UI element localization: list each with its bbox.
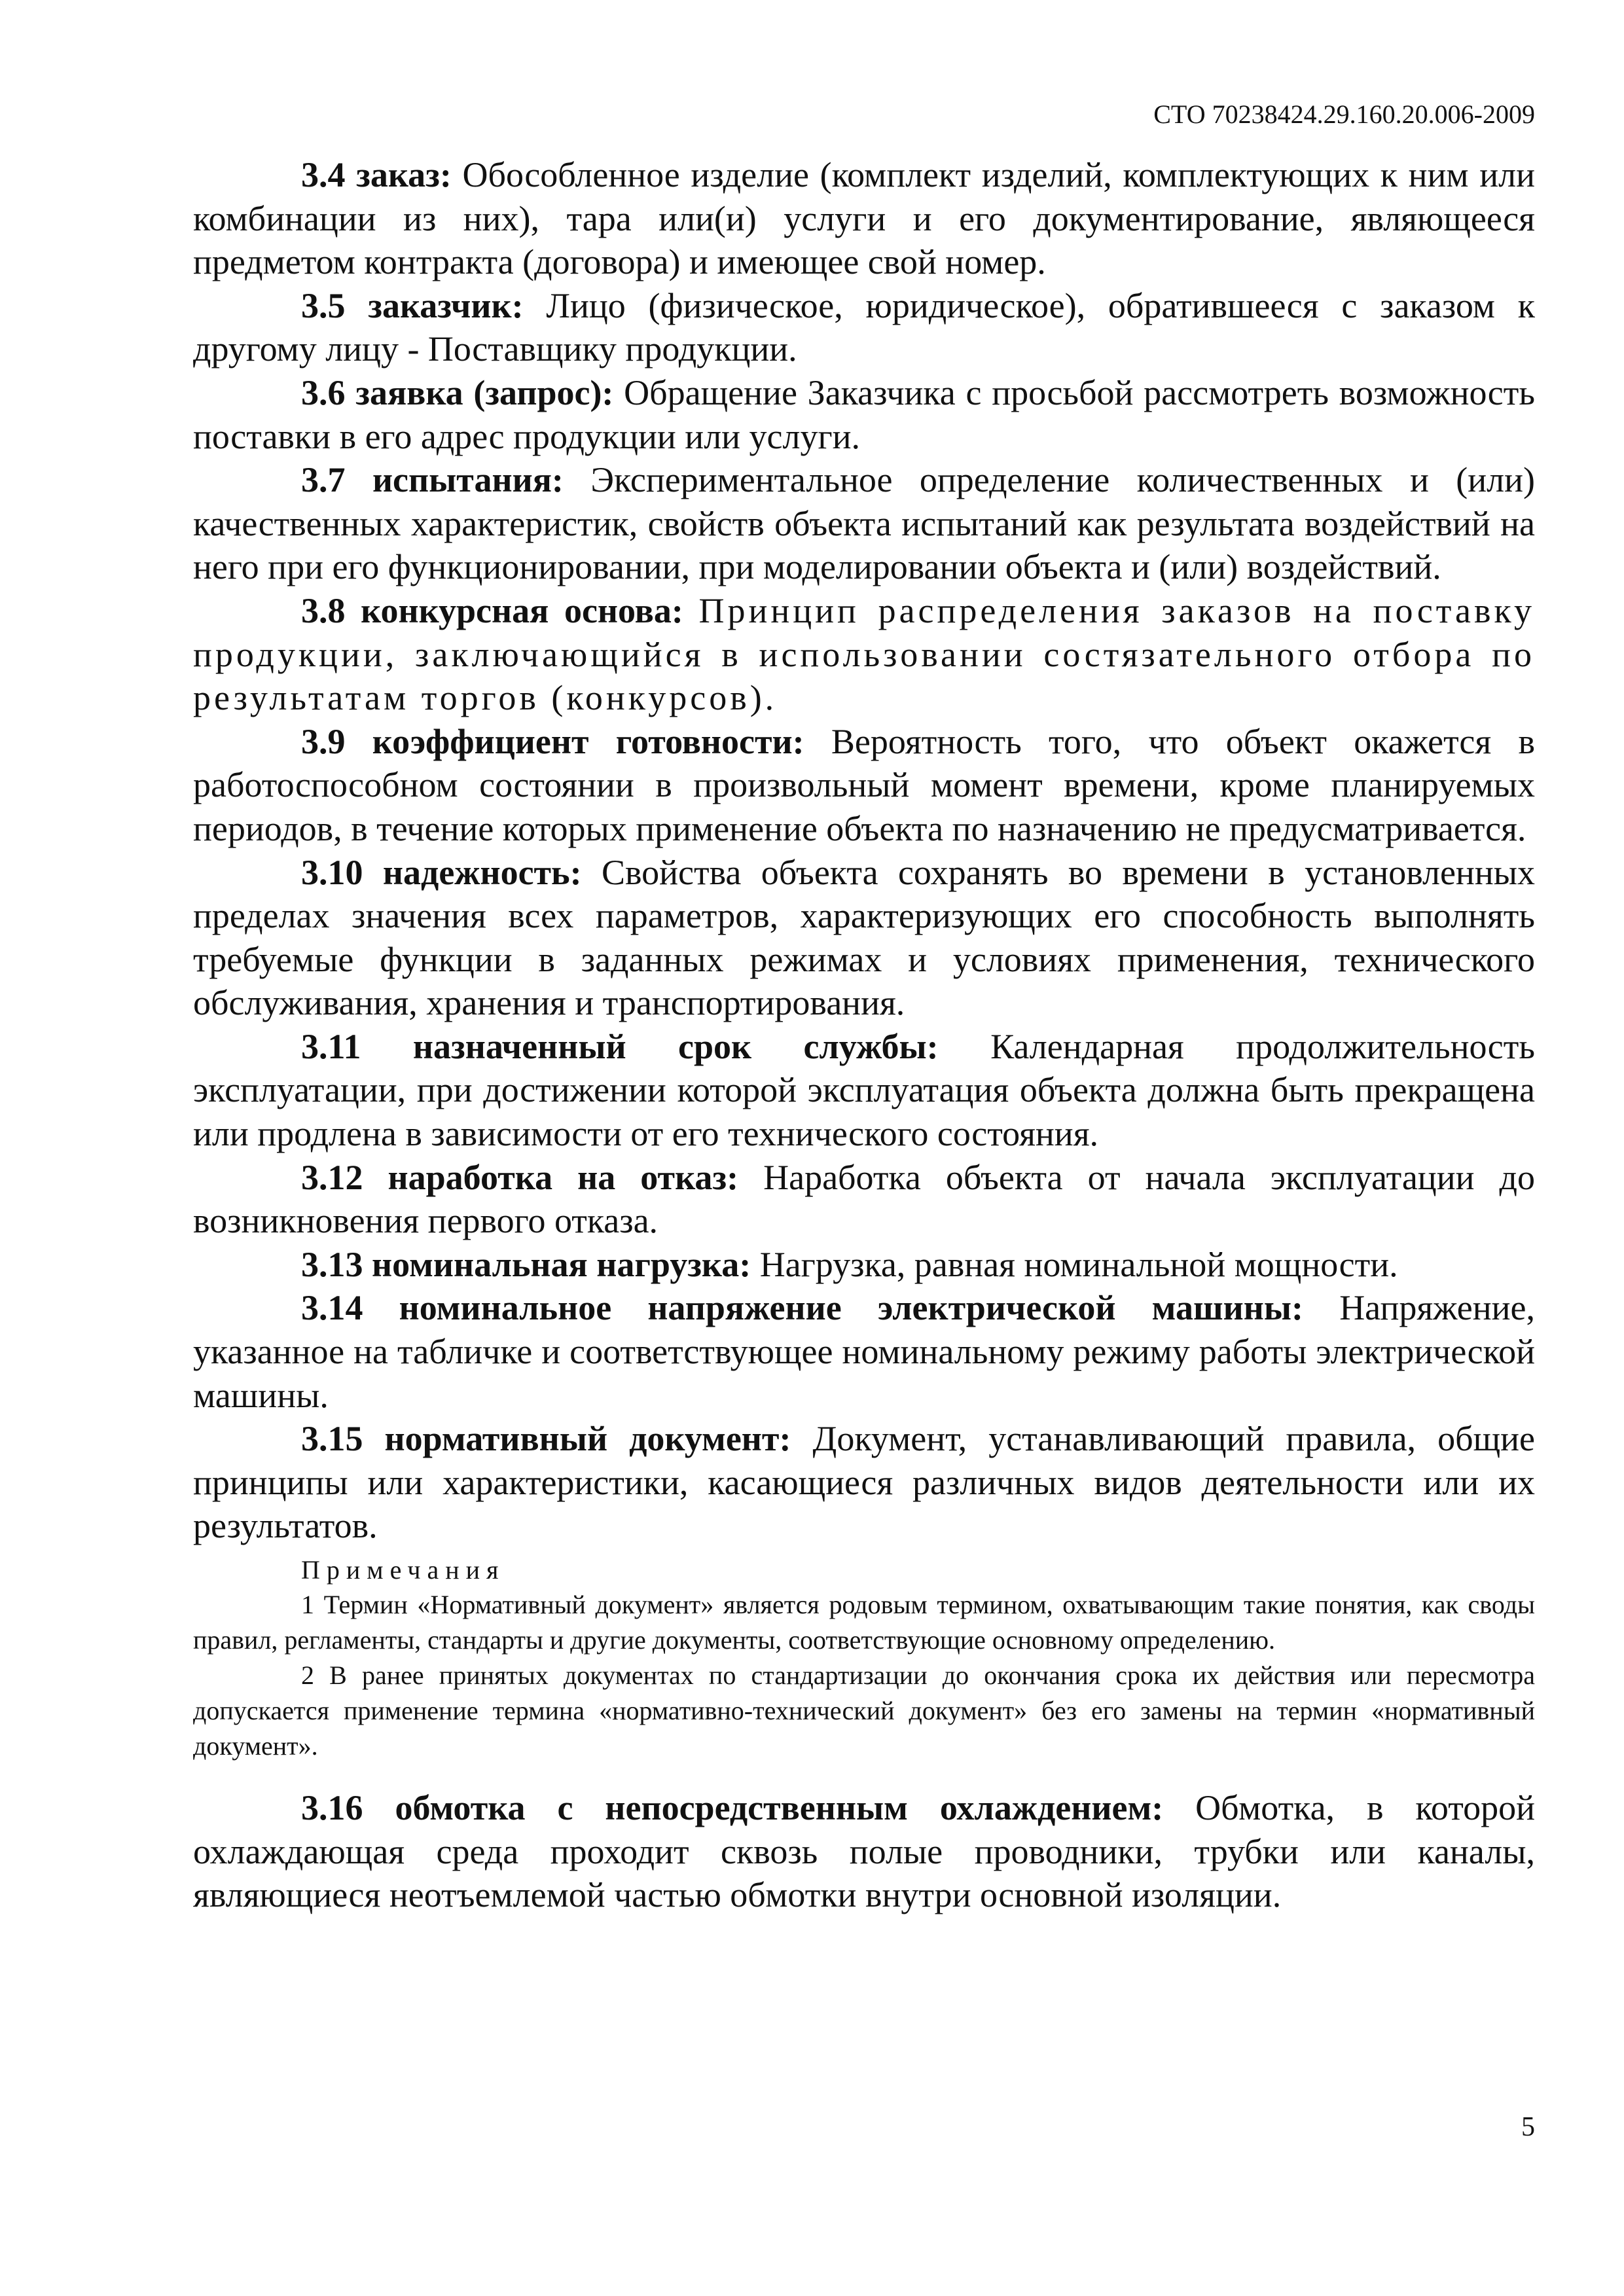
notes-title: Примечания [301,1555,505,1585]
term-3-5 [193,284,1535,371]
term-3-16 [193,1786,1535,1917]
document-page [193,98,1535,1917]
term-3-9 [193,720,1535,851]
term-title: 3.9 коэффициент готовности: [301,721,804,761]
term-definition: Экспериментальное определение количественных и (или) качественных характеристик, свойств объекта испытаний как результата воздействий на него при его функционировании, при моделировании объекта и (или) воздействий. [193,460,1536,587]
term-title: 3.4 заказ: [301,155,452,194]
term-title: 3.7 испытания: [301,460,564,500]
term-definition: Нагрузка, равная номинальной мощности. [759,1244,1398,1284]
term-title: 3.5 заказчик: [301,285,524,325]
term-definition: Наработка объекта от начала эксплуатации до возникновения первого отказа. [193,1157,1536,1241]
term-3-7 [193,458,1535,589]
term-definition: Обмотка, в которой охлаждающая среда проходит сквозь полые проводники, трубки или каналы, являющиеся неотъемлемой частью обмотки внутри основной изоляции. [193,1788,1535,1915]
term-3-8 [193,589,1535,720]
note-2: 2 В ранее принятых документах по стандартизации до окончания срока их действия или пересмотра допускается применение термина «нормативно-технический документ» без его замены на термин «нормативный документ». [193,1660,1535,1761]
term-definition: Принцип распределения заказов на поставку продукции, заключающийся в использовании состязательного отбора по результатам торгов (конкурсов). [193,590,1535,718]
document-code-header: СТО 70238424.29.160.20.006-2009 [1153,99,1535,129]
term-title: 3.8 конкурсная основа: [301,590,683,630]
term-definition: Лицо (физическое, юридическое), обратившееся с заказом к другому лицу - Поставщику продукции. [193,285,1535,369]
term-title: 3.12 наработка на отказ: [301,1157,739,1197]
term-3-10 [193,851,1535,1025]
term-definition: Свойства объекта сохранять во времени в установленных пределах значения всех параметров, характеризующих его способность выполнять требуемые функции в заданных режимах и условиях применения, технического обслуживания, хранения и транспортирования. [193,852,1535,1023]
term-title: 3.15 нормативный документ: [301,1419,791,1459]
term-title: 3.11 назначенный срок службы: [301,1026,939,1066]
term-title: 3.6 заявка (запрос): [301,372,614,412]
term-3-12 [193,1156,1535,1243]
term-3-11 [193,1025,1535,1156]
term-definition: Обращение Заказчика с просьбой рассмотреть возможность поставки в его адрес продукции или услуги. [193,372,1536,456]
page-number: 5 [1521,2112,1535,2142]
term-title: 3.10 надежность: [301,852,582,892]
term-definition: Вероятность того, что объект окажется в работоспособном состоянии в произвольный момент времени, кроме планируемых периодов, в течение которых применение объекта по назначению не предусматривается. [193,721,1535,848]
term-definition: Напряжение, указанное на табличке и соответствующее номинальному режиму работы электрической машины. [193,1288,1536,1415]
term-title: 3.16 обмотка с непосредственным охлаждением: [301,1788,1164,1827]
term-definition: Документ, устанавливающий правила, общие принципы или характеристики, касающиеся различных видов деятельности или их результатов. [193,1419,1536,1546]
term-3-14 [193,1286,1535,1417]
term-definition: Календарная продолжительность эксплуатации, при достижении которой эксплуатация объекта должна быть прекращена или продлена в зависимости от его технического состояния. [193,1026,1536,1154]
term-3-15 [193,1417,1535,1548]
term-3-4 [193,153,1535,284]
note-1: 1 Термин «Нормативный документ» является родовым термином, охватывающим такие понятия, как своды правил, регламенты, стандарты и другие документы, соответствующие основному определению. [193,1590,1535,1655]
term-definition: Обособленное изделие (комплект изделий, комплектующих к ним или комбинации из них), тара или(и) услуги и его документирование, являющееся предметом контракта (договора) и имеющее свой номер. [193,155,1536,282]
term-title: 3.14 номинальное напряжение электрической машины: [301,1288,1304,1328]
term-3-13 [193,1243,1535,1287]
term-3-6 [193,371,1535,458]
term-title: 3.13 номинальная нагрузка: [301,1244,751,1284]
